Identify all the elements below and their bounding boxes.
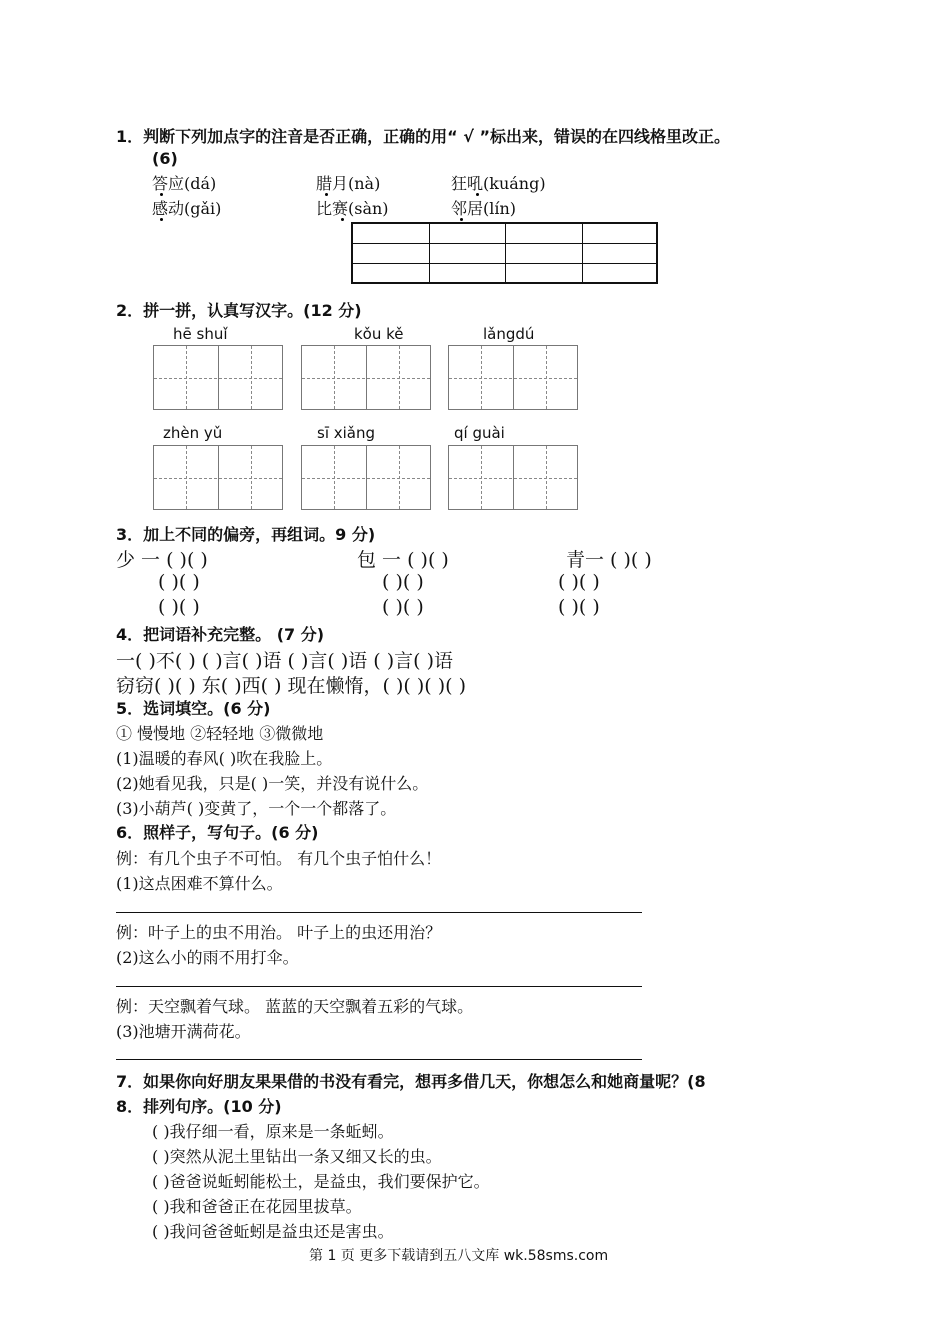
pinyin-label: zhèn yǔ bbox=[163, 424, 223, 442]
q1-score: (6) bbox=[152, 149, 178, 168]
q1-item-1: 答应(dá) bbox=[152, 174, 217, 193]
emphasis-dot bbox=[476, 193, 479, 196]
writing-grid[interactable] bbox=[448, 345, 578, 410]
q3-row1-c: 青一 ( )( ) bbox=[566, 549, 652, 571]
q8-item[interactable]: ( )爸爸说蚯蚓能松土，是益虫，我们要保护它。 bbox=[152, 1172, 490, 1191]
q3-blank[interactable]: ( )( ) bbox=[558, 571, 600, 593]
four-line-grid[interactable] bbox=[351, 222, 658, 284]
pinyin-label: kǒu kě bbox=[354, 325, 404, 343]
q6-example-3: 例：天空飘着气球。 蓝蓝的天空飘着五彩的气球。 bbox=[116, 997, 474, 1016]
emphasis-dot bbox=[460, 218, 463, 221]
pinyin-label: hē shuǐ bbox=[173, 325, 228, 343]
q4-line2[interactable]: 窃窃( )( ) 东( )西( ) 现在懒惰，( )( )( )( ) bbox=[116, 675, 466, 697]
q6-example-2: 例：叶子上的虫不用治。 叶子上的虫还用治？ bbox=[116, 923, 442, 942]
pinyin-label: lǎngdú bbox=[483, 325, 535, 343]
q1-item-5: 比赛(sàn) bbox=[316, 199, 389, 218]
q3-row1-b: 包 一 ( )( ) bbox=[357, 549, 449, 571]
q8-item[interactable]: ( )突然从泥土里钻出一条又细又长的虫。 bbox=[152, 1147, 442, 1166]
emphasis-dot bbox=[341, 218, 344, 221]
pinyin-label: sī xiǎng bbox=[317, 424, 376, 442]
q1-item-3: 狂吼(kuáng) bbox=[451, 174, 546, 193]
answer-line[interactable] bbox=[116, 912, 642, 913]
writing-grid[interactable] bbox=[301, 445, 431, 510]
writing-grid[interactable] bbox=[301, 345, 431, 410]
q5-sentence-2[interactable]: (2)她看见我，只是( )一笑，并没有说什么。 bbox=[116, 774, 429, 793]
emphasis-dot bbox=[325, 193, 328, 196]
q1-title: 1．判断下列加点字的注音是否正确，正确的用“ √ ”标出来，错误的在四线格里改正。 bbox=[116, 127, 730, 146]
q5-sentence-1[interactable]: (1)温暖的春风( )吹在我脸上。 bbox=[116, 749, 333, 768]
q6-prompt-2: (2)这么小的雨不用打伞。 bbox=[116, 948, 299, 967]
q5-sentence-3[interactable]: (3)小葫芦( )变黄了，一个一个都落了。 bbox=[116, 799, 397, 818]
q3-blank[interactable]: ( )( ) bbox=[558, 596, 600, 618]
q6-title: 6．照样子，写句子。(6 分) bbox=[116, 823, 319, 842]
q7-title: 7．如果你向好朋友果果借的书没有看完，想再多借几天，你想怎么和她商量呢？(8 bbox=[116, 1072, 706, 1091]
emphasis-dot bbox=[160, 218, 163, 221]
q3-blank[interactable]: ( )( ) bbox=[382, 571, 424, 593]
q6-example-1: 例：有几个虫子不可怕。 有几个虫子怕什么！ bbox=[116, 849, 442, 868]
q3-blank[interactable]: ( )( ) bbox=[158, 596, 200, 618]
q3-title: 3．加上不同的偏旁，再组词。9 分) bbox=[116, 525, 376, 544]
q3-blank[interactable]: ( )( ) bbox=[382, 596, 424, 618]
q1-item-2: 腊月(nà) bbox=[316, 174, 381, 193]
q8-item[interactable]: ( )我和爸爸正在花园里拔草。 bbox=[152, 1197, 362, 1216]
writing-grid[interactable] bbox=[153, 345, 283, 410]
q8-item[interactable]: ( )我仔细一看，原来是一条蚯蚓。 bbox=[152, 1122, 394, 1141]
q8-item[interactable]: ( )我问爸爸蚯蚓是益虫还是害虫。 bbox=[152, 1222, 394, 1241]
answer-line[interactable] bbox=[116, 986, 642, 987]
q5-title: 5．选词填空。(6 分) bbox=[116, 699, 271, 718]
page-footer: 第 1 页 更多下载请到五八文库 wk.58sms.com bbox=[309, 1248, 609, 1264]
q3-blank[interactable]: ( )( ) bbox=[158, 571, 200, 593]
writing-grid[interactable] bbox=[153, 445, 283, 510]
q8-title: 8．排列句序。(10 分) bbox=[116, 1097, 282, 1116]
emphasis-dot bbox=[160, 193, 163, 196]
q6-prompt-1: (1)这点困难不算什么。 bbox=[116, 874, 283, 893]
q2-title: 2．拼一拼，认真写汉字。(12 分) bbox=[116, 301, 362, 320]
answer-line[interactable] bbox=[116, 1059, 642, 1060]
q5-options: ① 慢慢地 ②轻轻地 ③微微地 bbox=[116, 724, 324, 743]
q4-line1[interactable]: 一( )不( ) ( )言( )语 ( )言( )语 ( )言( )语 bbox=[116, 650, 454, 672]
writing-grid[interactable] bbox=[448, 445, 578, 510]
pinyin-label: qí guài bbox=[454, 424, 505, 442]
q1-item-6: 邻居(lín) bbox=[451, 199, 517, 218]
q6-prompt-3: (3)池塘开满荷花。 bbox=[116, 1022, 251, 1041]
q3-row1-a: 少 一 ( )( ) bbox=[116, 549, 208, 571]
q1-item-4: 感动(gǎi) bbox=[152, 199, 222, 218]
q4-title: 4．把词语补充完整。 (7 分) bbox=[116, 625, 325, 644]
